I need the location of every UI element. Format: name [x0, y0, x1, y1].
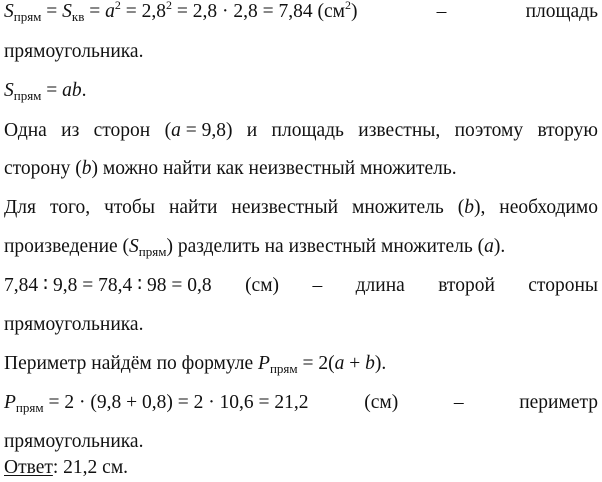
- text-line-rectangle: прямоугольника.: [4, 41, 144, 62]
- answer-line: [4, 456, 598, 482]
- text-line-known-side: Одна из сторон (a = 9,8) и площадь известны, поэтому вторую: [4, 120, 598, 141]
- word-area: площадь: [525, 1, 598, 22]
- dash: –: [453, 392, 464, 413]
- answer-label: Ответ: [4, 457, 53, 478]
- formula-line-perimeter: $P_{прям} = 2 \cdot (9,8 + 0,8) = 2 \cdot 10,6 = 21,2$ (см) – периметр: [4, 392, 598, 415]
- text-line-rule-continued: произведение $(S_{прям})$ разделить на известный множитель (a).: [4, 236, 506, 259]
- dash: –: [312, 275, 323, 296]
- text-line-rule: Для того, чтобы найти неизвестный множитель (b), необходимо: [4, 197, 598, 218]
- perimeter-expression: $P_{прям} = 2 \cdot (9,8 + 0,8) = 2 \cdot 10,6 = 21,2$: [4, 392, 309, 415]
- formula-line-rect-area: $S_{прям}$ = ab.: [4, 80, 87, 103]
- square-area-formula: $S_{прям} = S_{кв} = a^2 = 2,8^2 = 2,8 \cdot 2,8 = 7,84$ $(см^2)$: [4, 0, 358, 24]
- formula-line-square-area: [4, 0, 598, 26]
- formula-line-second-side: 7,84 ∶ 9,8 = 78,4 ∶ 98 = 0,8 (см) – длина второй стороны: [4, 275, 598, 296]
- text-line-perimeter-formula: Периметр найдём по формуле $P_{прям} = 2(a + b)$.: [4, 353, 387, 376]
- dash: –: [436, 1, 447, 22]
- text-line-second-side: сторону (b) можно найти как неизвестный множитель.: [4, 158, 457, 179]
- answer-value: : 21,2 см.: [52, 457, 129, 478]
- text-line-rectangle-2: прямоугольника.: [4, 314, 144, 335]
- text-line-rectangle-3: прямоугольника.: [4, 431, 144, 452]
- division-expression: 7,84 ∶ 9,8 = 78,4 ∶ 98 = 0,8: [4, 275, 212, 296]
